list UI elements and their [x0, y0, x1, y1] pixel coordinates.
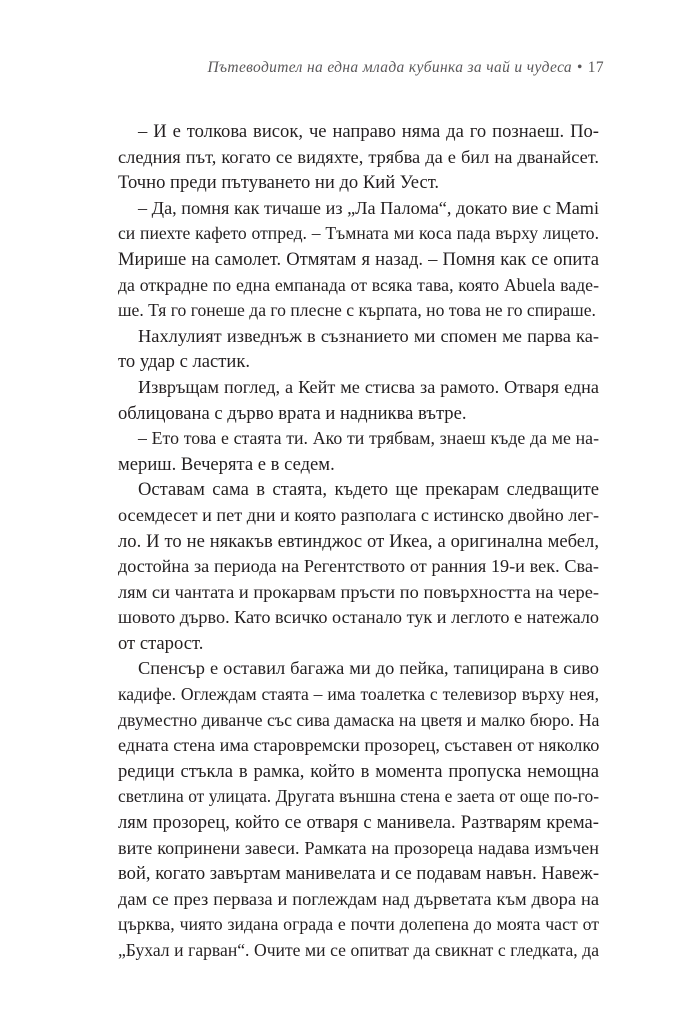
text-line: от старост.: [118, 632, 204, 654]
text-line: едната стена има старовремски прозорец, съставен от няколко: [118, 735, 600, 756]
text-line: ше. Тя го гонеше да го плесне с кърпата, но това не го спираше.: [118, 300, 596, 321]
running-head: [207, 59, 604, 77]
text-line: – Ето това е стаята ти. Ако ти трябвам, знаеш къде да ме на-: [138, 428, 599, 449]
text-line: следния път, когато се видяхте, трябва да е бил на дванайсет.: [118, 146, 599, 167]
text-line: – И е толкова висок, че направо няма да го познаеш. По-: [138, 121, 599, 142]
text-line: светлина от улицата. Другата външна стена е заета от още по-го-: [118, 786, 599, 807]
text-line: да открадне по една емпанада от всяка тава, която Abuela ваде-: [118, 274, 599, 295]
text-line: достойна за периода на Регентството от ранния 19-и век. Сва-: [118, 556, 599, 577]
text-line: вите копринени завеси. Рамката на прозореца надава измъчен: [118, 837, 599, 858]
text-line: Оставам сама в стаята, където ще прекарам следващите: [138, 479, 599, 501]
running-title: Пътеводител на една млада кубинка за чай и чудеса: [207, 59, 573, 76]
body-text: [118, 119, 599, 964]
text-line: облицована с дърво врата и надниква вътре.: [118, 402, 467, 424]
header-separator: •: [577, 59, 583, 76]
text-line: дам се през перваза и поглеждам над дърветата към двора на: [118, 888, 599, 909]
text-line: „Бухал и гарван“. Очите ми се опитват да свикнат с гледката, да: [118, 940, 599, 960]
text-line: лям си чантата и прокарвам пръсти по повърхността на чере-: [118, 581, 599, 602]
text-line: Спенсър е оставил багажа ми до пейка, тапицирана в сиво: [138, 658, 599, 679]
text-line: двуместно диванче със сива дамаска на цветя и малко бюро. На: [118, 709, 600, 730]
text-line: вой, когато завъртам манивелата и се подавам навън. Навеж-: [118, 863, 600, 885]
text-line: Точно преди пътуването ни до Кий Уест.: [118, 172, 440, 194]
text-line: Извръщам поглед, а Кейт ме стисва за рамото. Отваря една: [138, 376, 599, 397]
text-line: църква, чиято зидана ограда е почти долепена до моята част от: [118, 914, 599, 935]
text-line: то удар с ластик.: [118, 351, 251, 373]
text-line: си пиехте кафето отпред. – Тъмната ми коса пада върху лицето.: [118, 223, 599, 244]
text-line: – Да, помня как тичаше из „Ла Палома“, докато вие с Mami: [138, 197, 599, 218]
text-line: Мирише на самолет. Отмятам я назад. – Помня как се опита: [118, 248, 599, 270]
text-line: осемдесет и пет дни и която разполага с истинско двойно лег-: [118, 504, 599, 525]
text-line: мериш. Вечерята е в седем.: [118, 453, 335, 475]
text-line: Нахлулият изведнъж в съзнанието ми спомен ме парва ка-: [138, 325, 599, 346]
text-line: лям прозорец, който се отваря с манивела. Разтварям крема-: [118, 812, 599, 834]
text-line: кадифе. Оглеждам стаята – има тоалетка с телевизор върху нея,: [118, 684, 599, 705]
page-number: 17: [587, 59, 604, 76]
text-line: ло. И то не някакъв евтинджос от Икеа, а оригинална мебел,: [118, 530, 599, 552]
text-line: шовото дърво. Като всичко останало тук и леглото е натежало: [118, 607, 599, 628]
text-line: редици стъкла в рамка, който в момента пропуска немощна: [118, 760, 599, 782]
